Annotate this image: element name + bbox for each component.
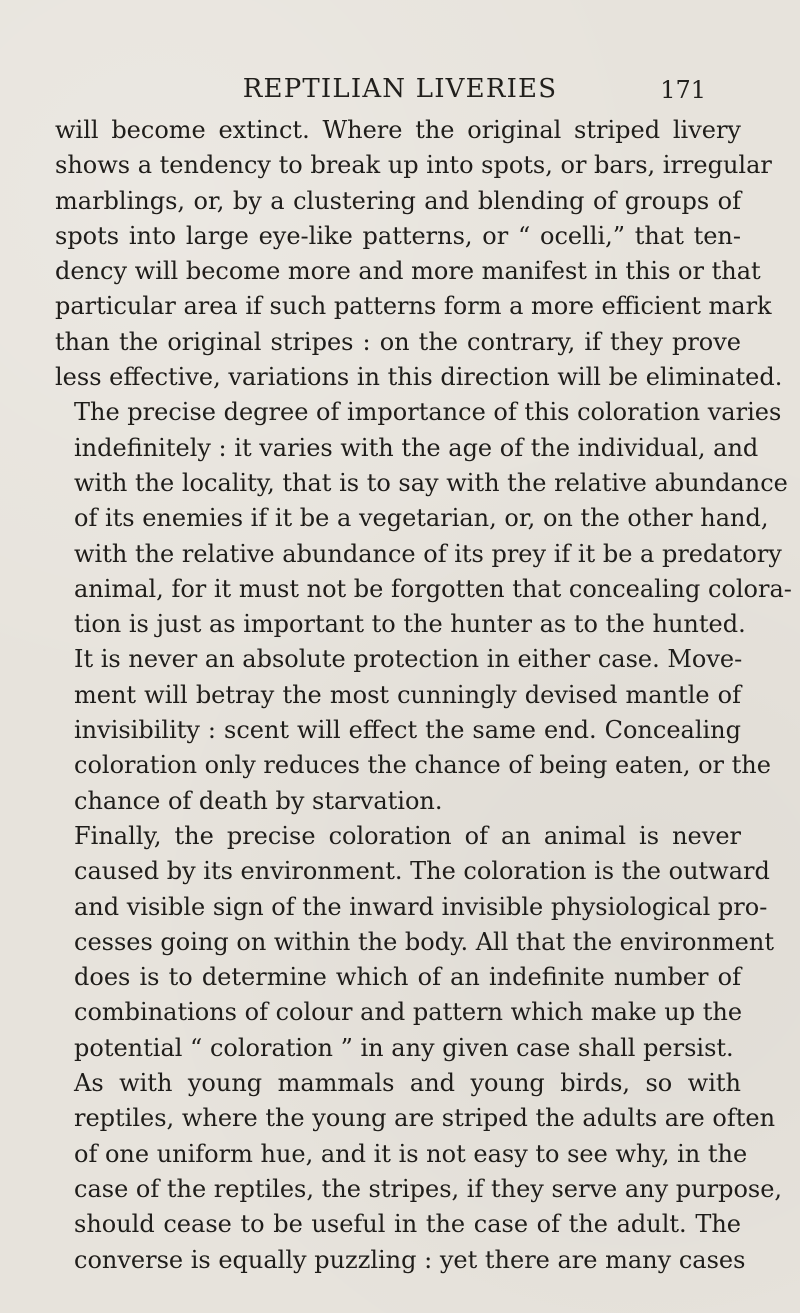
- text-line: with the relative abundance of its prey if it be a predatory: [74, 539, 782, 568]
- paragraph-2: [55, 395, 792, 819]
- text-line: shows a tendency to break up into spots, or bars, irregular: [55, 151, 772, 180]
- text-line: ment will betray the most cunningly devised mantle of: [74, 680, 741, 709]
- text-line: coloration only reduces the chance of being eaten, or the: [74, 751, 771, 780]
- text-line: does is to determine which of an indefinite number of: [74, 963, 741, 992]
- text-line: marblings, or, by a clustering and blending of groups of: [55, 186, 741, 215]
- text-line: dency will become more and more manifest in this or that: [55, 257, 761, 286]
- text-line: should cease to be useful in the case of the adult. The: [74, 1210, 741, 1239]
- text-line: reptiles, where the young are striped the adults are often: [74, 1104, 776, 1133]
- text-line: will become extinct. Where the original striped livery: [55, 116, 741, 144]
- text-line: combinations of colour and pattern which make up the: [74, 998, 743, 1027]
- text-line: than the original stripes : on the contrary, if they prove: [55, 327, 741, 356]
- page-number: 171: [660, 76, 706, 104]
- text-line: indefinitely : it varies with the age of the individual, and: [74, 433, 759, 462]
- text-line: of its enemies if it be a vegetarian, or, on the other hand,: [74, 504, 769, 533]
- paragraph-1: [55, 113, 783, 395]
- text-line: The precise degree of importance of this coloration varies: [74, 398, 782, 427]
- text-line: Finally, the precise coloration of an animal is never: [74, 821, 741, 850]
- text-line: invisibility : scent will effect the same end. Concealing: [74, 716, 741, 745]
- text-line: As with young mammals and young birds, so with: [74, 1069, 741, 1098]
- text-line: cesses going on within the body. All that the environment: [74, 927, 774, 956]
- paragraph-3: [55, 819, 774, 1066]
- text-line: with the locality, that is to say with the relative abundance: [74, 468, 788, 497]
- text-line: tion is just as important to the hunter as to the hunted.: [74, 610, 746, 639]
- text-line: and visible sign of the inward invisible physiological pro-: [74, 892, 768, 921]
- text-line: animal, for it must not be forgotten that concealing colora-: [74, 574, 792, 603]
- text-line: chance of death by starvation.: [74, 786, 443, 815]
- running-head: REPTILIAN LIVERIES: [242, 74, 558, 104]
- text-line: converse is equally puzzling : yet there are many cases: [74, 1245, 746, 1274]
- text-line: particular area if such patterns form a more efficient mark: [55, 292, 772, 321]
- text-line: It is never an absolute protection in either case. Move-: [74, 645, 743, 674]
- text-line: caused by its environment. The coloration is the outward: [74, 857, 770, 886]
- text-line: spots into large eye-like patterns, or “ ocelli,” that ten-: [55, 221, 741, 250]
- body-text: [55, 113, 792, 1278]
- text-line: less effective, variations in this direction will be eliminated.: [55, 363, 783, 392]
- text-line: case of the reptiles, the stripes, if they serve any purpose,: [74, 1174, 783, 1203]
- text-line: potential “ coloration ” in any given case shall persist.: [74, 1033, 734, 1062]
- text-line: of one uniform hue, and it is not easy to see why, in the: [74, 1139, 748, 1168]
- paragraph-4: [55, 1066, 783, 1278]
